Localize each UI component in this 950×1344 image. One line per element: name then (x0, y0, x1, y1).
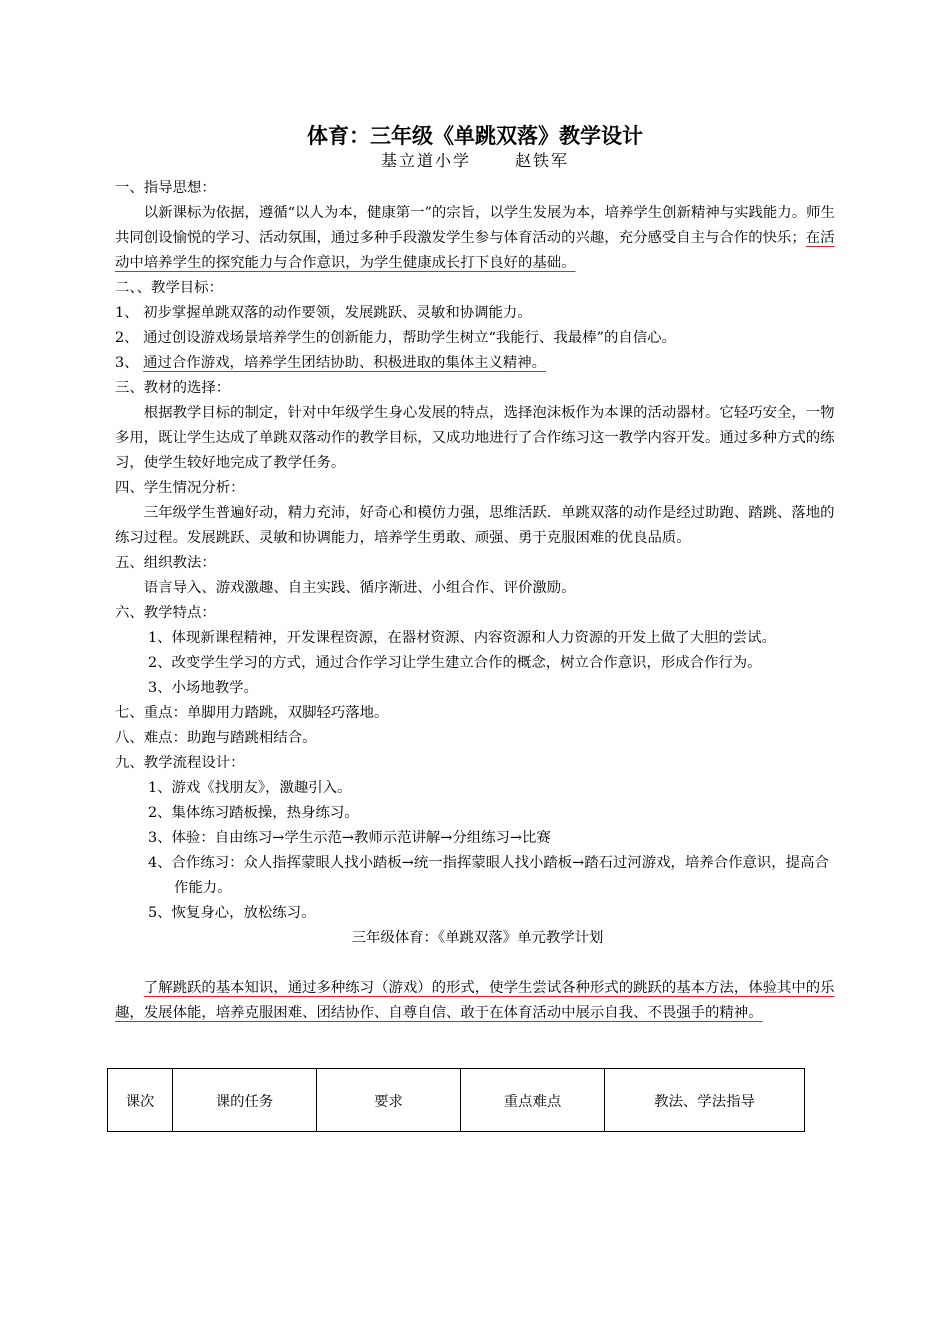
list-item: 2、集体练习踏板操，热身练习。 (148, 805, 359, 821)
list-item: 5、恢复身心，放松练习。 (148, 905, 316, 921)
section-heading: 八、难点：助跑与踏跳相结合。 (115, 730, 317, 746)
document-title: 体育：三年级《单跳双落》教学设计 (307, 123, 643, 148)
paragraph: 三年级学生普遍好动，精力充沛，好奇心和模仿力强，思维活跃．单跳双落的动作是经过助跑、踏跳、落地的练习过程。发展跳跃、灵敏和协调能力，培养学生勇敢、顽强、勇于克服困难的优良品质。 (115, 505, 835, 546)
section-heading: 五、组织教法： (115, 555, 216, 571)
paragraph (115, 976, 840, 1026)
section-heading: 九、教学流程设计： (115, 755, 245, 771)
paragraph: 根据教学目标的制定，针对中年级学生身心发展的特点，选择泡沫板作为本课的活动器材。它轻巧安全，一物多用，既让学生达成了单跳双落动作的教学目标，又成功地进行了合作练习这一教学内容开发。通过多种方式的练习，使学生较好地完成了教学任务。 (115, 405, 835, 471)
underlined-text: 在活动中培养学生的探究能力与合作意识，为学生健康成长打下良好的基础。 (115, 230, 835, 271)
list-item: 4、合作练习：众人指挥蒙眼人找小踏板→统一指挥蒙眼人找小踏板→踏石过河游戏，培养合作意识，提高合作能力。 (148, 855, 829, 896)
list-item: 1、游戏《找朋友》，激趣引入。 (148, 780, 352, 796)
section-heading: 六、教学特点： (115, 605, 216, 621)
document-body (115, 176, 840, 1026)
underlined-text: 了解跳跃的基本知识，通过多种练习（游戏）的形式，使学生尝试各种形式的跳跃的基本方法，体验其中的乐趣，发展体能，培养克服困难、团结协作、自尊自信、敢于在体育活动中展示自我、不畏强手的精神。 (115, 980, 835, 1021)
list-item: 2、 通过创设游戏场景培养学生的创新能力，帮助学生树立“我能行、我最棒”的自信心。 (115, 330, 676, 346)
paragraph: 语言导入、游戏激趣、自主实践、循序渐进、小组合作、评价激励。 (143, 580, 576, 596)
author-line (0, 150, 950, 172)
list-item: 1、体现新课程精神，开发课程资源，在器材资源、内容资源和人力资源的开发上做了大胆的尝试。 (148, 630, 776, 646)
author-name: 赵铁军 (515, 151, 570, 170)
table-header-cell: 课次 (108, 1069, 173, 1132)
school-name: 基立道小学 (380, 151, 471, 170)
table-header-cell: 要求 (317, 1069, 461, 1132)
list-item: 3、体验：自由练习→学生示范→教师示范讲解→分组练习→比赛 (148, 830, 551, 846)
list-item (115, 351, 840, 376)
table-header-cell: 课的任务 (173, 1069, 317, 1132)
list-item: 2、改变学生学习的方式，通过合作学习让学生建立合作的概念，树立合作意识，形成合作行为。 (148, 655, 762, 671)
paragraph (115, 201, 840, 276)
section-heading: 二、、教学目标： (115, 280, 223, 296)
unit-plan-table (107, 1068, 805, 1132)
section-heading: 三、教材的选择： (115, 380, 231, 396)
section-heading: 一、指导思想： (115, 180, 216, 196)
list-number: 3、 (115, 355, 144, 371)
list-item: 3、小场地教学。 (148, 680, 258, 696)
paragraph-text: 以新课标为依据，遵循“以人为本，健康第一”的宗旨，以学生发展为本，培养学生创新精神与实践能力。师生共同创设愉悦的学习、活动氛围，通过多种手段激发学生参与体育活动的兴趣，充分感受自主与合作的快乐； (115, 205, 835, 246)
table-header-cell: 教法、学法指导 (605, 1069, 805, 1132)
table-header-cell: 重点难点 (461, 1069, 605, 1132)
table-header-row (108, 1069, 805, 1132)
blank-line (115, 951, 840, 976)
section-heading: 四、学生情况分析： (115, 480, 245, 496)
underlined-text: 通过合作游戏，培养学生团结协助、积极进取的集体主义精神。 (143, 355, 547, 371)
unit-plan-title: 三年级体育：《单跳双落》单元教学计划 (351, 930, 604, 946)
list-item: 1、 初步掌握单跳双落的动作要领，发展跳跃、灵敏和协调能力。 (115, 305, 532, 321)
section-heading: 七、重点：单脚用力踏跳，双脚轻巧落地。 (115, 705, 389, 721)
